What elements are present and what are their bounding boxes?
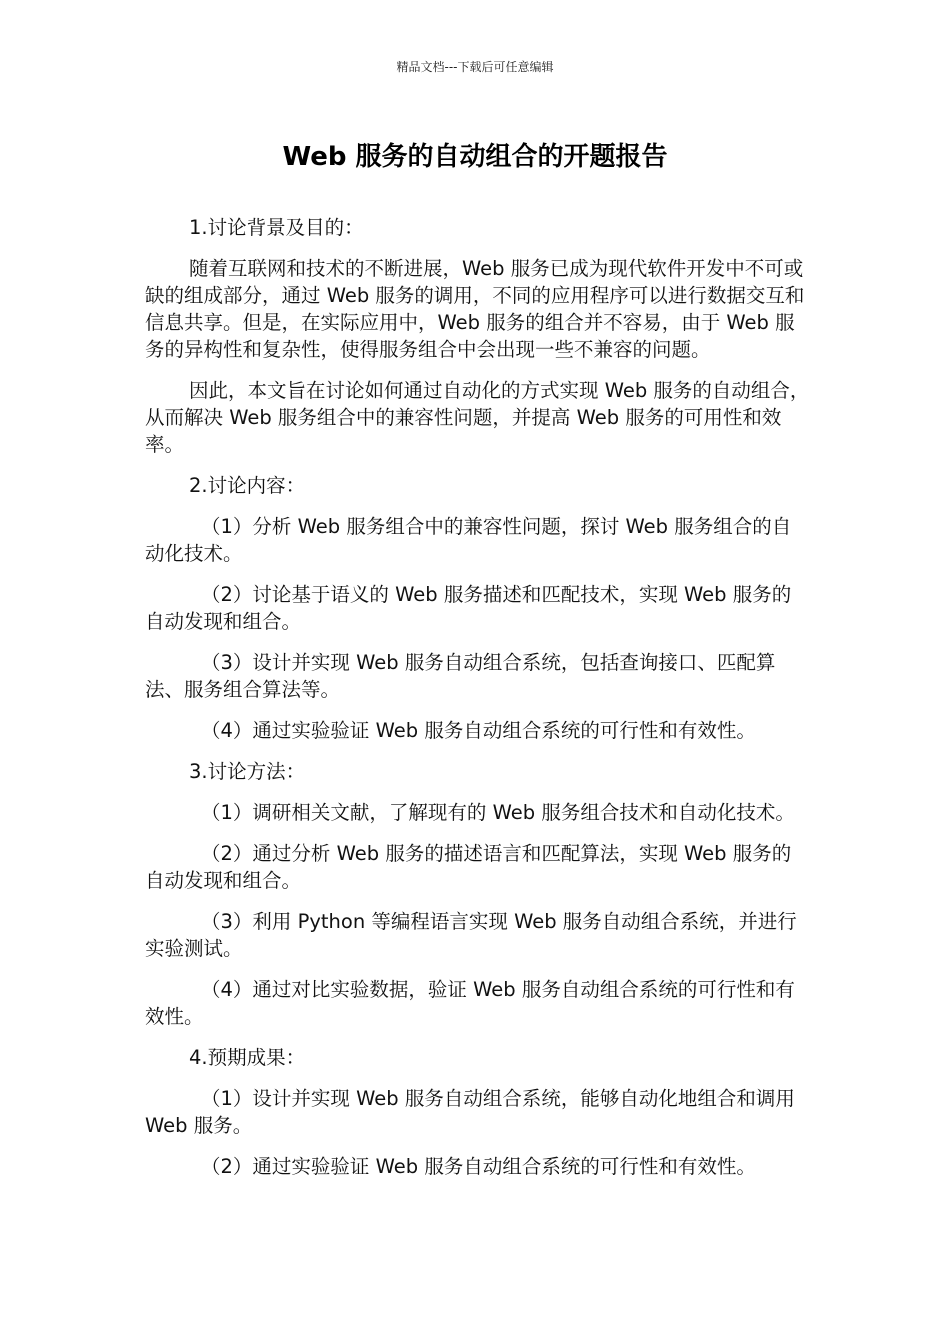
- list-item: （4）通过实验验证 Web 服务自动组合系统的可行性和有效性。: [201, 719, 756, 742]
- body-paragraph: 随着互联网和技术的不断进展，Web 服务已成为现代软件开发中不可或缺的组成部分，通过 Web 服务的调用，不同的应用程序可以进行数据交互和信息共享。但是，在实际应用中，Web 服务的组合并不容易，由于 Web 服务的异构性和复杂性，使得服务组合中会出现一些不兼容的问题。: [145, 257, 805, 361]
- list-item: （2）通过实验验证 Web 服务自动组合系统的可行性和有效性。: [201, 1155, 756, 1178]
- list-item: （2）通过分析 Web 服务的描述语言和匹配算法，实现 Web 服务的自动发现和组合。: [145, 842, 792, 892]
- list-item: （3）设计并实现 Web 服务自动组合系统，包括查询接口、匹配算法、服务组合算法等。: [145, 651, 776, 701]
- section-heading-method: 3.讨论方法：: [189, 760, 306, 783]
- section-heading-results: 4.预期成果：: [189, 1046, 306, 1069]
- document-title: Web 服务的自动组合的开题报告: [282, 142, 668, 172]
- list-item: （1）分析 Web 服务组合中的兼容性问题，探讨 Web 服务组合的自动化技术。: [145, 515, 792, 565]
- page-header: 精品文档---下载后可任意编辑: [396, 60, 554, 74]
- list-item: （4）通过对比实验数据，验证 Web 服务自动组合系统的可行性和有效性。: [145, 978, 795, 1028]
- section-heading-background: 1.讨论背景及目的：: [189, 216, 364, 239]
- list-item: （1）设计并实现 Web 服务自动组合系统，能够自动化地组合和调用 Web 服务。: [145, 1087, 795, 1137]
- body-paragraph: 因此，本文旨在讨论如何通过自动化的方式实现 Web 服务的自动组合，从而解决 Web 服务组合中的兼容性问题，并提高 Web 服务的可用性和效率。: [145, 379, 810, 456]
- list-item: （1）调研相关文献，了解现有的 Web 服务组合技术和自动化技术。: [201, 801, 795, 824]
- list-item: （2）讨论基于语义的 Web 服务描述和匹配技术，实现 Web 服务的自动发现和组合。: [145, 583, 792, 633]
- list-item: （3）利用 Python 等编程语言实现 Web 服务自动组合系统，并进行实验测试。: [145, 910, 797, 960]
- section-heading-content: 2.讨论内容：: [189, 474, 306, 497]
- document-body: [145, 214, 810, 1194]
